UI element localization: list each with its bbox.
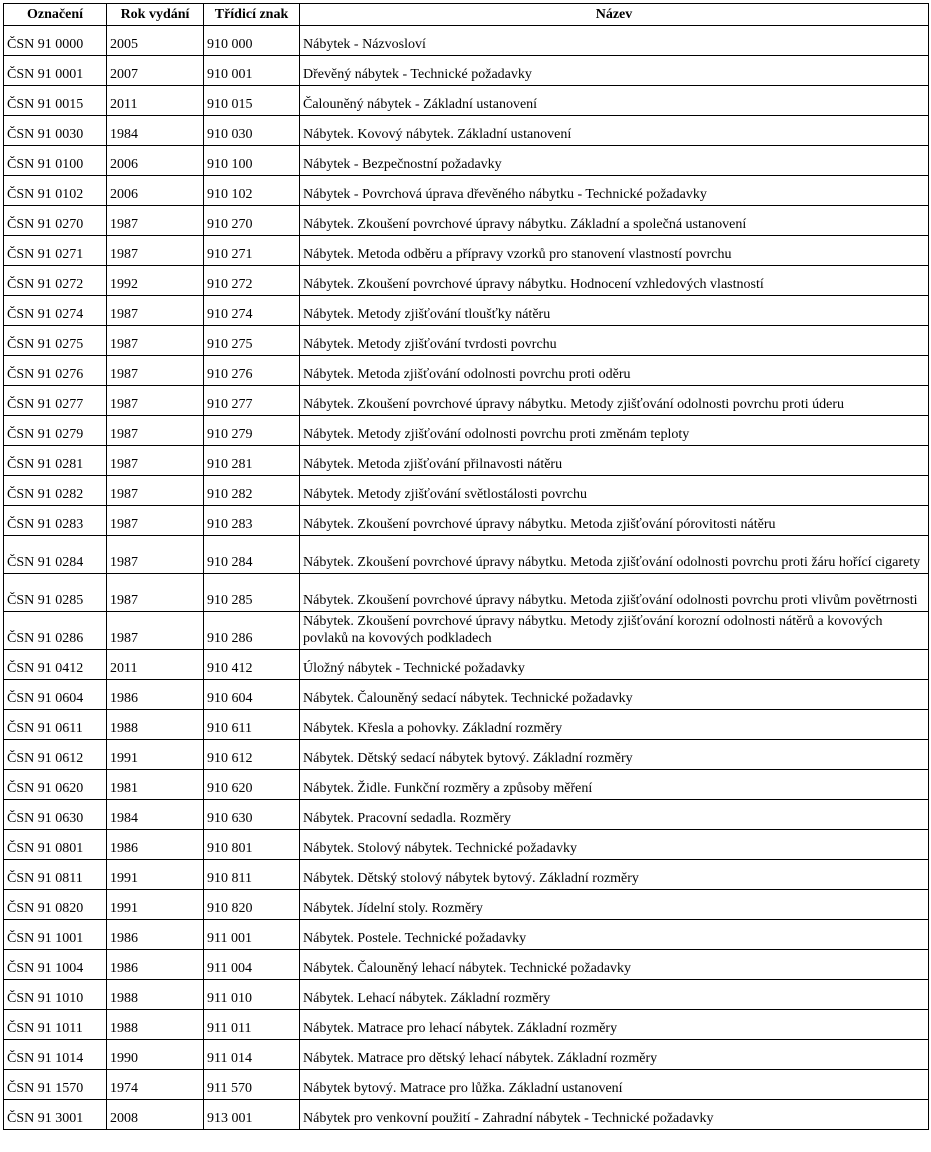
table-row [4,740,929,770]
cell-tridici-znak: 910 630 [204,800,300,830]
cell-rok-vydani: 2008 [107,1100,204,1130]
cell-oznaceni: ČSN 91 1570 [4,1070,107,1100]
cell-tridici-znak: 910 015 [204,86,300,116]
table-row [4,536,929,574]
cell-oznaceni: ČSN 91 0282 [4,476,107,506]
cell-tridici-znak: 910 801 [204,830,300,860]
cell-nazev: Nábytek. Čalouněný sedací nábytek. Technické požadavky [300,680,929,710]
cell-oznaceni: ČSN 91 0620 [4,770,107,800]
cell-nazev: Nábytek - Názvosloví [300,26,929,56]
cell-oznaceni: ČSN 91 0281 [4,446,107,476]
cell-tridici-znak: 910 275 [204,326,300,356]
cell-tridici-znak: 911 004 [204,950,300,980]
cell-rok-vydani: 1987 [107,536,204,574]
cell-oznaceni: ČSN 91 0270 [4,206,107,236]
cell-tridici-znak: 910 820 [204,890,300,920]
cell-nazev: Nábytek. Metoda odběru a přípravy vzorků pro stanovení vlastností povrchu [300,236,929,266]
cell-oznaceni: ČSN 91 0630 [4,800,107,830]
cell-rok-vydani: 1991 [107,740,204,770]
cell-rok-vydani: 1987 [107,386,204,416]
cell-oznaceni: ČSN 91 0811 [4,860,107,890]
cell-nazev: Nábytek. Kovový nábytek. Základní ustanovení [300,116,929,146]
cell-oznaceni: ČSN 91 0820 [4,890,107,920]
table-row [4,446,929,476]
cell-nazev: Nábytek. Metody zjišťování tvrdosti povrchu [300,326,929,356]
cell-tridici-znak: 911 001 [204,920,300,950]
cell-rok-vydani: 1991 [107,860,204,890]
cell-rok-vydani: 1987 [107,574,204,612]
cell-rok-vydani: 2005 [107,26,204,56]
cell-rok-vydani: 1986 [107,920,204,950]
table-row [4,574,929,612]
cell-nazev: Nábytek. Dětský stolový nábytek bytový. Základní rozměry [300,860,929,890]
table-header-row [4,4,929,26]
table-row [4,860,929,890]
cell-oznaceni: ČSN 91 0015 [4,86,107,116]
cell-tridici-znak: 910 100 [204,146,300,176]
cell-rok-vydani: 1987 [107,476,204,506]
cell-nazev: Nábytek. Pracovní sedadla. Rozměry [300,800,929,830]
cell-oznaceni: ČSN 91 1010 [4,980,107,1010]
cell-tridici-znak: 910 283 [204,506,300,536]
cell-tridici-znak: 910 272 [204,266,300,296]
cell-nazev: Nábytek. Zkoušení povrchové úpravy nábytku. Metody zjišťování korozní odolnosti nátěrů a kovových povlaků na kovových podkladech [300,612,929,650]
table-body [4,26,929,1130]
cell-rok-vydani: 1990 [107,1040,204,1070]
cell-rok-vydani: 2011 [107,86,204,116]
cell-nazev: Nábytek. Zkoušení povrchové úpravy nábytku. Metoda zjišťování odolnosti povrchu proti vlivům povětrnosti [300,574,929,612]
table-row [4,326,929,356]
cell-tridici-znak: 910 276 [204,356,300,386]
cell-rok-vydani: 1984 [107,800,204,830]
table-row [4,890,929,920]
table-row [4,266,929,296]
cell-nazev: Nábytek pro venkovní použití - Zahradní nábytek - Technické požadavky [300,1100,929,1130]
standards-table [3,3,929,1130]
cell-nazev: Nábytek. Lehací nábytek. Základní rozměry [300,980,929,1010]
cell-nazev: Nábytek. Metody zjišťování světlostálosti povrchu [300,476,929,506]
cell-rok-vydani: 1986 [107,680,204,710]
cell-nazev: Nábytek. Zkoušení povrchové úpravy nábytku. Hodnocení vzhledových vlastností [300,266,929,296]
cell-oznaceni: ČSN 91 0030 [4,116,107,146]
table-row [4,1100,929,1130]
cell-oznaceni: ČSN 91 1001 [4,920,107,950]
cell-oznaceni: ČSN 91 0277 [4,386,107,416]
cell-rok-vydani: 1984 [107,116,204,146]
cell-oznaceni: ČSN 91 0285 [4,574,107,612]
cell-rok-vydani: 1987 [107,506,204,536]
table-row [4,56,929,86]
cell-oznaceni: ČSN 91 0272 [4,266,107,296]
cell-rok-vydani: 1988 [107,1010,204,1040]
table-row [4,26,929,56]
cell-rok-vydani: 1987 [107,356,204,386]
header-oznaceni: Označení [4,4,107,26]
cell-oznaceni: ČSN 91 3001 [4,1100,107,1130]
cell-tridici-znak: 910 412 [204,650,300,680]
cell-tridici-znak: 913 001 [204,1100,300,1130]
table-row [4,680,929,710]
cell-oznaceni: ČSN 91 0000 [4,26,107,56]
cell-oznaceni: ČSN 91 0100 [4,146,107,176]
table-row [4,146,929,176]
cell-oznaceni: ČSN 91 0286 [4,612,107,650]
table-row [4,86,929,116]
table-row [4,1040,929,1070]
cell-rok-vydani: 1986 [107,830,204,860]
cell-oznaceni: ČSN 91 1011 [4,1010,107,1040]
cell-tridici-znak: 911 014 [204,1040,300,1070]
table-row [4,920,929,950]
cell-oznaceni: ČSN 91 0284 [4,536,107,574]
cell-rok-vydani: 2006 [107,176,204,206]
cell-oznaceni: ČSN 91 0001 [4,56,107,86]
cell-tridici-znak: 911 011 [204,1010,300,1040]
table-row [4,612,929,650]
cell-rok-vydani: 1987 [107,416,204,446]
header-tridici-znak: Třídicí znak [204,4,300,26]
cell-nazev: Nábytek. Dětský sedací nábytek bytový. Základní rozměry [300,740,929,770]
cell-tridici-znak: 911 570 [204,1070,300,1100]
table-row [4,770,929,800]
cell-tridici-znak: 910 284 [204,536,300,574]
cell-tridici-znak: 910 277 [204,386,300,416]
table-row [4,650,929,680]
cell-rok-vydani: 1987 [107,326,204,356]
cell-nazev: Nábytek. Stolový nábytek. Technické požadavky [300,830,929,860]
cell-rok-vydani: 1987 [107,446,204,476]
cell-nazev: Nábytek. Zkoušení povrchové úpravy nábytku. Základní a společná ustanovení [300,206,929,236]
cell-tridici-znak: 910 285 [204,574,300,612]
cell-rok-vydani: 1988 [107,710,204,740]
table-row [4,296,929,326]
table-row [4,356,929,386]
cell-rok-vydani: 2007 [107,56,204,86]
cell-tridici-znak: 910 281 [204,446,300,476]
cell-nazev: Nábytek. Zkoušení povrchové úpravy nábytku. Metoda zjišťování pórovitosti nátěru [300,506,929,536]
cell-nazev: Nábytek. Metoda zjišťování přilnavosti nátěru [300,446,929,476]
cell-oznaceni: ČSN 91 0412 [4,650,107,680]
cell-tridici-znak: 910 604 [204,680,300,710]
cell-nazev: Nábytek. Matrace pro dětský lehací nábytek. Základní rozměry [300,1040,929,1070]
table-row [4,206,929,236]
cell-tridici-znak: 910 612 [204,740,300,770]
cell-tridici-znak: 911 010 [204,980,300,1010]
cell-oznaceni: ČSN 91 0271 [4,236,107,266]
cell-tridici-znak: 910 620 [204,770,300,800]
cell-oznaceni: ČSN 91 0611 [4,710,107,740]
cell-nazev: Úložný nábytek - Technické požadavky [300,650,929,680]
cell-nazev: Nábytek. Jídelní stoly. Rozměry [300,890,929,920]
cell-nazev: Nábytek. Metody zjišťování tloušťky nátěru [300,296,929,326]
cell-rok-vydani: 1986 [107,950,204,980]
table-row [4,1010,929,1040]
cell-rok-vydani: 1981 [107,770,204,800]
cell-tridici-znak: 910 001 [204,56,300,86]
table-row [4,980,929,1010]
cell-tridici-znak: 910 811 [204,860,300,890]
cell-oznaceni: ČSN 91 0279 [4,416,107,446]
cell-oznaceni: ČSN 91 0276 [4,356,107,386]
table-row [4,506,929,536]
cell-rok-vydani: 2011 [107,650,204,680]
table-row [4,116,929,146]
cell-nazev: Nábytek. Zkoušení povrchové úpravy nábytku. Metoda zjišťování odolnosti povrchu proti žáru hořící cigarety [300,536,929,574]
table-row [4,1070,929,1100]
cell-oznaceni: ČSN 91 1014 [4,1040,107,1070]
cell-rok-vydani: 1988 [107,980,204,1010]
table-row [4,830,929,860]
table-row [4,176,929,206]
table-row [4,800,929,830]
cell-oznaceni: ČSN 91 0275 [4,326,107,356]
cell-nazev: Nábytek. Zkoušení povrchové úpravy nábytku. Metody zjišťování odolnosti povrchu proti úderu [300,386,929,416]
header-nazev: Název [300,4,929,26]
cell-oznaceni: ČSN 91 0604 [4,680,107,710]
cell-rok-vydani: 1974 [107,1070,204,1100]
table-row [4,386,929,416]
cell-rok-vydani: 1991 [107,890,204,920]
cell-tridici-znak: 910 102 [204,176,300,206]
cell-oznaceni: ČSN 91 0283 [4,506,107,536]
cell-rok-vydani: 1987 [107,296,204,326]
table-row [4,710,929,740]
cell-nazev: Nábytek. Matrace pro lehací nábytek. Základní rozměry [300,1010,929,1040]
cell-nazev: Nábytek. Čalouněný lehací nábytek. Technické požadavky [300,950,929,980]
cell-oznaceni: ČSN 91 0612 [4,740,107,770]
cell-nazev: Nábytek. Metody zjišťování odolnosti povrchu proti změnám teploty [300,416,929,446]
cell-nazev: Nábytek. Metoda zjišťování odolnosti povrchu proti oděru [300,356,929,386]
cell-tridici-znak: 910 000 [204,26,300,56]
cell-nazev: Nábytek. Židle. Funkční rozměry a způsoby měření [300,770,929,800]
table-row [4,416,929,446]
cell-oznaceni: ČSN 91 0274 [4,296,107,326]
cell-rok-vydani: 1992 [107,266,204,296]
cell-tridici-znak: 910 274 [204,296,300,326]
cell-tridici-znak: 910 279 [204,416,300,446]
cell-tridici-znak: 910 282 [204,476,300,506]
cell-nazev: Dřevěný nábytek - Technické požadavky [300,56,929,86]
cell-tridici-znak: 910 270 [204,206,300,236]
cell-nazev: Nábytek. Křesla a pohovky. Základní rozměry [300,710,929,740]
cell-rok-vydani: 1987 [107,612,204,650]
cell-nazev: Nábytek bytový. Matrace pro lůžka. Základní ustanovení [300,1070,929,1100]
table-row [4,950,929,980]
cell-nazev: Nábytek - Povrchová úprava dřevěného nábytku - Technické požadavky [300,176,929,206]
cell-rok-vydani: 1987 [107,206,204,236]
cell-tridici-znak: 910 271 [204,236,300,266]
cell-oznaceni: ČSN 91 0102 [4,176,107,206]
header-rok-vydani: Rok vydání [107,4,204,26]
cell-nazev: Nábytek - Bezpečnostní požadavky [300,146,929,176]
cell-tridici-znak: 910 286 [204,612,300,650]
cell-rok-vydani: 1987 [107,236,204,266]
cell-rok-vydani: 2006 [107,146,204,176]
cell-tridici-znak: 910 030 [204,116,300,146]
table-row [4,236,929,266]
cell-nazev: Nábytek. Postele. Technické požadavky [300,920,929,950]
cell-oznaceni: ČSN 91 1004 [4,950,107,980]
cell-nazev: Čalouněný nábytek - Základní ustanovení [300,86,929,116]
cell-oznaceni: ČSN 91 0801 [4,830,107,860]
cell-tridici-znak: 910 611 [204,710,300,740]
table-row [4,476,929,506]
